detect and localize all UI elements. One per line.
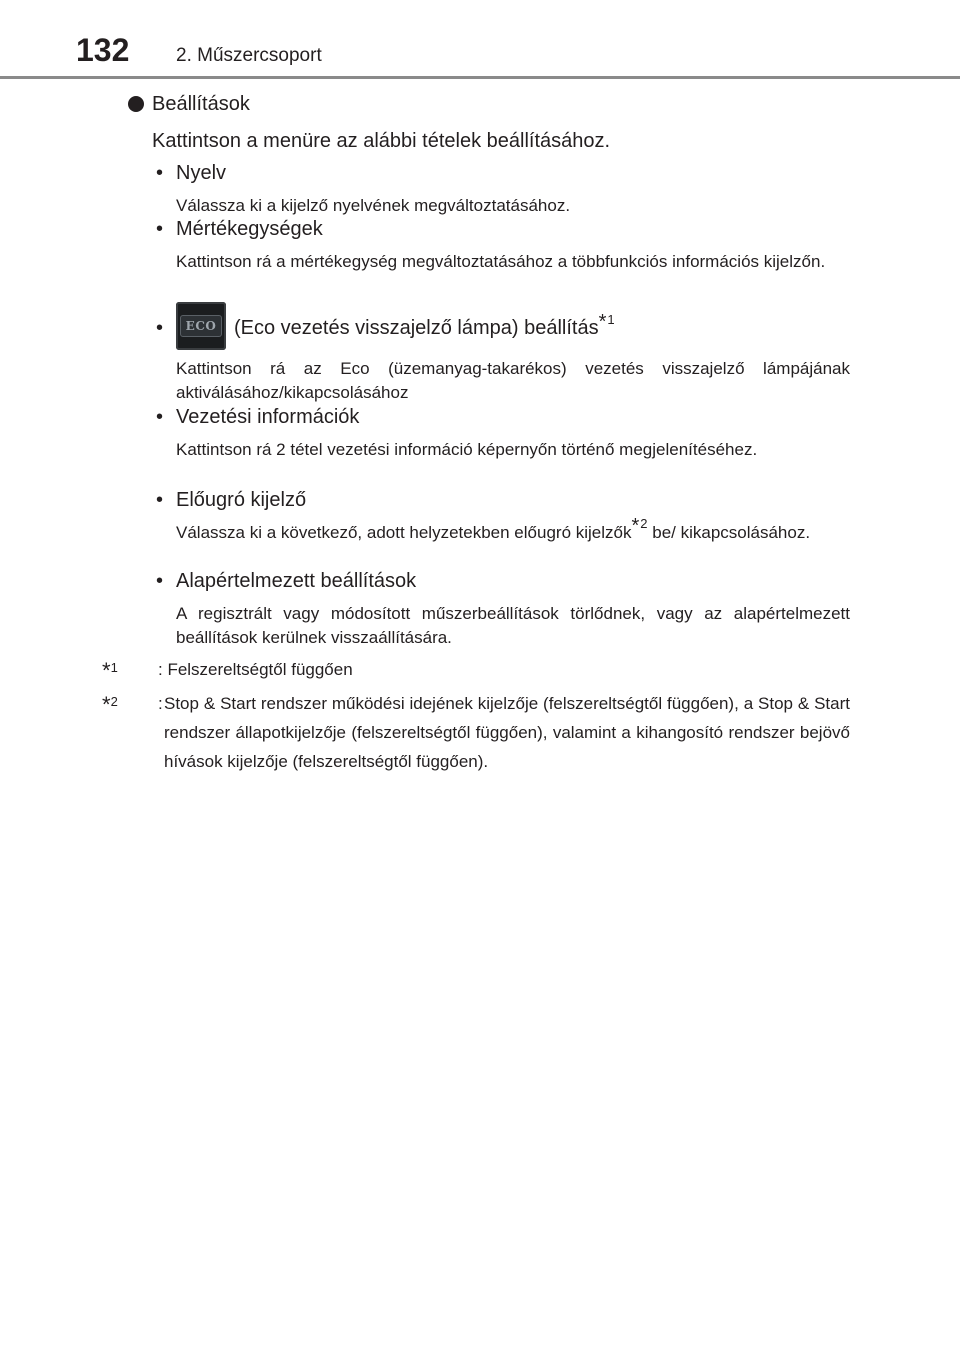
item-desc-elougro-after: be/ kikapcsolásához.: [647, 523, 811, 542]
item-desc-vezetesi-informaciok: Kattintson rá 2 tétel vezetési információ képernyőn történő megjelenítéséhez.: [176, 440, 758, 459]
footnote-star: *: [598, 311, 607, 333]
footnote-ref-2: 2: [640, 516, 648, 531]
eco-indicator-icon: [176, 302, 226, 350]
item-title-eco: [234, 311, 615, 341]
item-title-nyelv: Nyelv: [176, 162, 227, 184]
item-desc-mertekegysegek: Kattintson rá a mértékegység megváltoztatásához a többfunkciós információs kijelzőn.: [176, 252, 826, 271]
footnote-1-mark: *$^1$: [102, 658, 118, 683]
item-desc-elougro-before: Válassza ki a következő, adott helyzetekben előugró kijelzők: [176, 523, 632, 542]
footnote-2-colon: :: [158, 694, 163, 713]
item-title-eco-text: (Eco vezetés visszajelző lámpa) beállítás: [234, 317, 599, 339]
item-desc-elougro-kijelzo: [176, 515, 850, 545]
section-title: Beállítások: [152, 93, 250, 115]
eco-icon-label: ECO: [180, 315, 223, 337]
item-desc-alapertelmezett: A regisztrált vagy módosított műszerbeállítások törlődnek, vagy az alapértelmezett beállítások kerülnek visszaállítására.: [176, 604, 850, 647]
section-intro: Kattintson a menüre az alábbi tételek beállításához.: [152, 130, 611, 152]
list-bullet: •: [156, 218, 164, 240]
list-bullet: •: [156, 570, 164, 592]
footnote-2-mark: *$^2$: [102, 692, 118, 717]
chapter-title: 2. Műszercsoport: [176, 45, 322, 66]
item-title-alapertelmezett: Alapértelmezett beállítások: [176, 570, 417, 592]
page-header: [0, 0, 960, 80]
item-title-elougro-kijelzo: Előugró kijelző: [176, 489, 307, 511]
item-desc-eco: Kattintson rá az Eco (üzemanyag-takarékos) vezetés visszajelző lámpájának aktiválásához/kikapcsolásához: [176, 359, 850, 402]
item-title-mertekegysegek: Mértékegységek: [176, 218, 323, 240]
footnote-1-text: : Felszereltségtől függően: [158, 660, 353, 679]
page-number: 132: [76, 32, 130, 68]
list-bullet: •: [156, 162, 164, 184]
footnote-ref-1: 1: [607, 312, 615, 327]
footnote-2-text: Stop & Start rendszer működési idejének kijelzője (felszereltségtől függően), a Stop & Start rendszer állapotkijelzője (felszereltségtől függően), valamint a kihangosító rendszer bejövő hívások kijelzője (felszereltségtől függően).: [164, 694, 850, 771]
list-bullet: •: [156, 317, 164, 339]
footnote-star: *: [631, 515, 640, 537]
item-desc-nyelv: Válassza ki a kijelző nyelvének megváltoztatásához.: [176, 196, 571, 215]
list-bullet: •: [156, 406, 164, 428]
header-rule: [0, 76, 960, 79]
section-bullet-icon: [128, 96, 144, 112]
item-title-vezetesi-informaciok: Vezetési információk: [176, 406, 360, 428]
list-bullet: •: [156, 489, 164, 511]
